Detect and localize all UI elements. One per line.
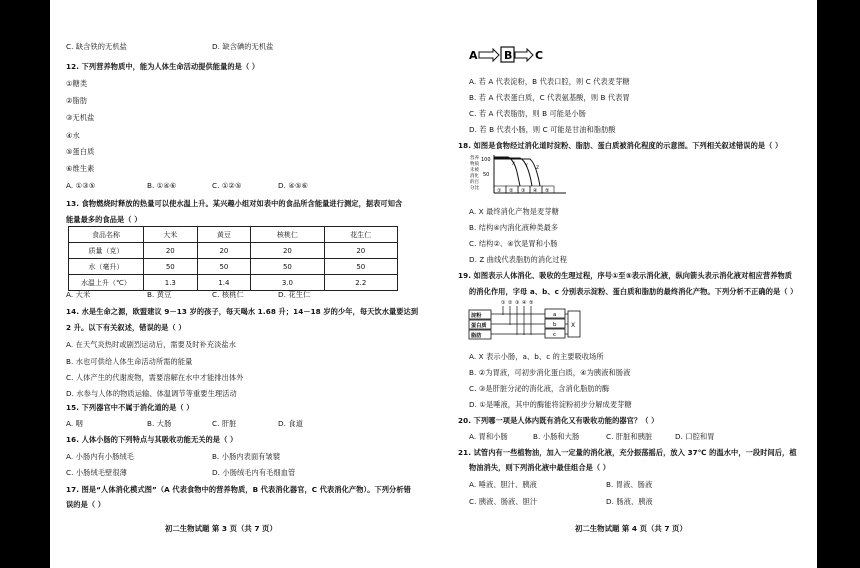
chart-y-tick-100: 100 bbox=[481, 157, 491, 163]
q11-option-c: C. 缺含铁的无机盐 bbox=[66, 42, 127, 51]
chart-x-tick-4: ④ bbox=[533, 188, 538, 194]
q13-option-d: D. 花生仁 bbox=[278, 290, 311, 299]
table-cell: 水（毫升） bbox=[69, 259, 144, 275]
table-cell: 1.3 bbox=[144, 275, 198, 291]
q14-option-b: B. 水也可供给人体生命活动所需的能量 bbox=[66, 357, 193, 366]
q21-option-c: C. 胰液、肠液、胆汁 bbox=[469, 497, 538, 506]
diagram-row-protein: 蛋白质 bbox=[471, 323, 487, 329]
q19-option-b-part1: B. ②为胃液，可初步消化蛋白质 bbox=[469, 368, 573, 377]
q21-stem-line1: 21. 试管内有一些植物油，加入一定量的消化液，充分振荡摇后，放入 37℃ 的温水中，一段时间后，植 bbox=[458, 448, 797, 457]
table-cell: 50 bbox=[324, 259, 397, 275]
q18-option-d: D. Z 曲线代表脂肪的消化过程 bbox=[469, 255, 567, 264]
table-header: 花生仁 bbox=[324, 227, 397, 243]
q18-option-b: B. 结构④内消化液种类最多 bbox=[469, 223, 559, 232]
table-cell: 20 bbox=[324, 243, 397, 259]
q11-option-d: D. 缺含碘的无机盐 bbox=[212, 42, 274, 51]
chart-x-tick-5: ⑤ bbox=[545, 188, 550, 194]
q13-food-table bbox=[68, 226, 398, 291]
q14-stem-line1: 14. 水是生命之源，欧盟建议 9－13 岁的孩子，每天喝水 1.68 升；14－18 岁的少年，每天饮水量要达到 bbox=[66, 307, 419, 316]
table-cell: 50 bbox=[197, 259, 251, 275]
diagram-letter-c: c bbox=[553, 332, 557, 338]
q16-option-c: C. 小肠绒毛壁很薄 bbox=[66, 468, 127, 477]
q12-item-5: ⑤蛋白质 bbox=[66, 147, 95, 156]
q18-stem: 18. 如图是食物经过消化道时淀粉、脂肪、蛋白质被消化程度的示意图。下列相关叙述错误的是（ ） bbox=[458, 141, 783, 150]
q12-option-a: A. ①③⑤ bbox=[66, 181, 96, 190]
q17-option-a: A. 若 A 代表淀粉，B 代表口腔，则 C 代表麦芽糖 bbox=[469, 77, 630, 86]
right-scan-border bbox=[817, 0, 860, 568]
diagram-letter-b: b bbox=[553, 322, 557, 328]
table-header-row bbox=[69, 227, 398, 243]
table-row bbox=[69, 259, 398, 275]
q17-option-c: C. 若 A 代表脂肪，则 B 可能是小肠 bbox=[469, 109, 586, 118]
q14-option-a: A. 在天气炎热时或剧烈运动后，需要及时补充淡盐水 bbox=[66, 340, 236, 349]
q12-stem: 12. 下列营养物质中，能为人体生命活动提供能量的是（ ） bbox=[66, 62, 260, 71]
table-row bbox=[69, 243, 398, 259]
q18-digestion-chart bbox=[470, 152, 570, 202]
q19-option-a: A. X 表示小肠，a、b、c 的主要吸收场所 bbox=[469, 352, 604, 361]
q13-option-b: B. 黄豆 bbox=[147, 290, 172, 299]
curve-y-label: Y bbox=[525, 164, 528, 169]
q19-option-b-part2: ，④为胰液和肠液 bbox=[572, 368, 631, 377]
q20-stem: 20. 下列哪一项是人体内既有消化又有吸收功能的器官？（ ） bbox=[458, 416, 659, 425]
q13-stem-line1: 13. 食物燃烧时释放的热量可以使水温上升。某兴趣小组对如表中的食品所含能量进行测定，据表可知含 bbox=[66, 199, 403, 208]
q19-stem-line2: 的消化作用，字母 a、b、c 分别表示淀粉、蛋白质和脂肪的最终消化产物。下列分析不正确的是（ ） bbox=[469, 287, 798, 296]
q12-option-d: D. ④⑤⑥ bbox=[278, 181, 309, 190]
diagram-num-4: ④ bbox=[522, 300, 527, 306]
q19-digestion-diagram bbox=[468, 297, 593, 345]
left-page-footer: 初二生物试题 第 3 页（共 7 页） bbox=[165, 524, 277, 533]
q20-option-c: C. 肝脏和胰脏 bbox=[606, 432, 653, 441]
table-cell: 质量（克） bbox=[69, 243, 144, 259]
q15-option-b: B. 大肠 bbox=[147, 419, 172, 428]
diagram-row-fat: 脂肪 bbox=[471, 333, 482, 339]
q12-item-4: ④水 bbox=[66, 131, 80, 140]
diagram-num-1: ① bbox=[501, 300, 506, 306]
chart-x-tick-3: ③ bbox=[521, 188, 526, 194]
chart-y-label-5: 的百 bbox=[470, 180, 479, 185]
chart-y-tick-50: 50 bbox=[483, 172, 490, 178]
q19-stem-line1: 19. 如图表示人体消化、吸收的生理过程，序号①至⑤表示消化液，纵向箭头表示消化液对相应营养物质 bbox=[458, 271, 793, 280]
table-cell: 50 bbox=[251, 259, 324, 275]
chart-x-tick-2: ② bbox=[509, 188, 514, 194]
q20-option-b: B. 小肠和大肠 bbox=[533, 432, 580, 441]
diagram-x-label: X bbox=[571, 322, 576, 329]
q19-option-d: D. ①是唾液，其中的酶能将淀粉初步分解成麦芽糖 bbox=[469, 400, 632, 409]
q17-stem-line2: 误的是（ ） bbox=[66, 500, 106, 509]
q21-option-d: D. 肠液、胰液 bbox=[606, 497, 653, 506]
q17-option-d: D. 若 B 代表小肠，则 C 可能是甘油和脂肪酸 bbox=[469, 125, 616, 134]
flow-arrow-1 bbox=[479, 49, 499, 61]
diagram-num-5: ⑤ bbox=[529, 300, 534, 306]
curve-z-label: Z bbox=[536, 166, 540, 171]
chart-y-label-3: 未被 bbox=[470, 168, 479, 173]
q21-stem-line2: 物油消失，则下列消化液中最佳组合是（ ） bbox=[469, 463, 611, 472]
q13-option-c: C. 核桃仁 bbox=[212, 290, 244, 299]
q12-item-3: ③无机盐 bbox=[66, 113, 95, 122]
q13-stem-line2: 能量最多的食品是（ ） bbox=[66, 215, 142, 224]
q13-option-a: A. 大米 bbox=[66, 290, 91, 299]
q12-item-6: ⑥维生素 bbox=[66, 164, 95, 173]
table-cell: 20 bbox=[197, 243, 251, 259]
q16-option-d: D. 小肠绒毛内有毛细血管 bbox=[212, 468, 296, 477]
q12-item-2: ②脂肪 bbox=[66, 96, 88, 105]
table-cell: 20 bbox=[144, 243, 198, 259]
q12-option-c: C. ①②⑤ bbox=[212, 181, 242, 190]
flow-c-label: C bbox=[535, 49, 544, 62]
left-scan-border bbox=[0, 0, 50, 568]
flow-arrow-2 bbox=[515, 49, 533, 61]
q19-option-c: C. ③是肝脏分泌的消化液，含消化脂肪的酶 bbox=[469, 384, 610, 393]
table-cell: 50 bbox=[144, 259, 198, 275]
q14-option-c: C. 人体产生的代谢废物，需要溶解在水中才能排出体外 bbox=[66, 373, 244, 382]
q12-item-1: ①糖类 bbox=[66, 79, 88, 88]
q15-option-d: D. 食道 bbox=[278, 419, 303, 428]
flow-b-label: B bbox=[504, 49, 513, 62]
q17-stem-line1: 17. 图是“人体消化模式图”（A 代表食物中的营养物质，B 代表消化器官，C 代表消化产物）。下列分析错 bbox=[66, 485, 411, 494]
chart-x-tick-1: ① bbox=[497, 188, 502, 194]
table-cell: 2.2 bbox=[324, 275, 397, 291]
chart-y-label-6: 分比 bbox=[470, 186, 479, 191]
table-cell: 20 bbox=[251, 243, 324, 259]
q15-stem: 15. 下列器官中不属于消化道的是（ ） bbox=[66, 403, 194, 412]
chart-y-label-1: 营养 bbox=[470, 156, 479, 161]
q20-option-d: D. 口腔和胃 bbox=[675, 432, 715, 441]
diagram-num-3: ③ bbox=[515, 300, 520, 306]
q16-stem: 16. 人体小肠的下列特点与其吸收功能无关的是（ ） bbox=[66, 435, 238, 444]
q14-stem-line2: 2 升。以下有关叙述，错误的是（ ） bbox=[66, 323, 186, 332]
q18-option-a: A. X 最终消化产物是麦芽糖 bbox=[469, 207, 559, 216]
table-header: 核桃仁 bbox=[251, 227, 324, 243]
table-header: 食品名称 bbox=[69, 227, 144, 243]
table-header: 黄豆 bbox=[197, 227, 251, 243]
chart-y-label-4: 消化 bbox=[470, 174, 479, 179]
q18-option-c: C. 结构②、④饮是胃和小肠 bbox=[469, 239, 558, 248]
q15-option-c: C. 肝脏 bbox=[212, 419, 237, 428]
q12-option-b: B. ①④⑥ bbox=[147, 181, 177, 190]
q16-option-b: B. 小肠内表面有皱襞 bbox=[212, 452, 281, 461]
chart-y-label-2: 物质 bbox=[470, 162, 479, 167]
diagram-row-starch: 淀粉 bbox=[471, 313, 482, 319]
q21-option-a: A. 唾液、胆汁、胰液 bbox=[469, 480, 537, 489]
table-header: 大米 bbox=[144, 227, 198, 243]
q19-option-b bbox=[469, 368, 630, 377]
q14-option-d: D. 水参与人体的物质运输、体温调节等重要生理活动 bbox=[66, 389, 237, 398]
diagram-letter-a: a bbox=[553, 312, 557, 318]
curve-x-label: X bbox=[512, 162, 516, 167]
q17-flow-diagram bbox=[469, 44, 549, 66]
table-cell: 3.0 bbox=[251, 275, 324, 291]
table-row bbox=[69, 275, 398, 291]
diagram-num-2: ② bbox=[508, 300, 513, 306]
q15-option-a: A. 咽 bbox=[66, 419, 83, 428]
curve-x bbox=[494, 157, 520, 186]
q20-option-a: A. 胃和小肠 bbox=[469, 432, 508, 441]
q17-option-b: B. 若 A 代表蛋白质，C 代表氨基酸，则 B 代表胃 bbox=[469, 93, 630, 102]
right-page-footer: 初二生物试题 第 4 页（共 7 页） bbox=[575, 524, 687, 533]
table-cell: 水温上升（℃） bbox=[69, 275, 144, 291]
flow-a-label: A bbox=[469, 49, 478, 62]
table-cell: 1.4 bbox=[197, 275, 251, 291]
q16-option-a: A. 小肠内有小肠绒毛 bbox=[66, 452, 134, 461]
q21-option-b: B. 胃液、肠液 bbox=[606, 480, 653, 489]
